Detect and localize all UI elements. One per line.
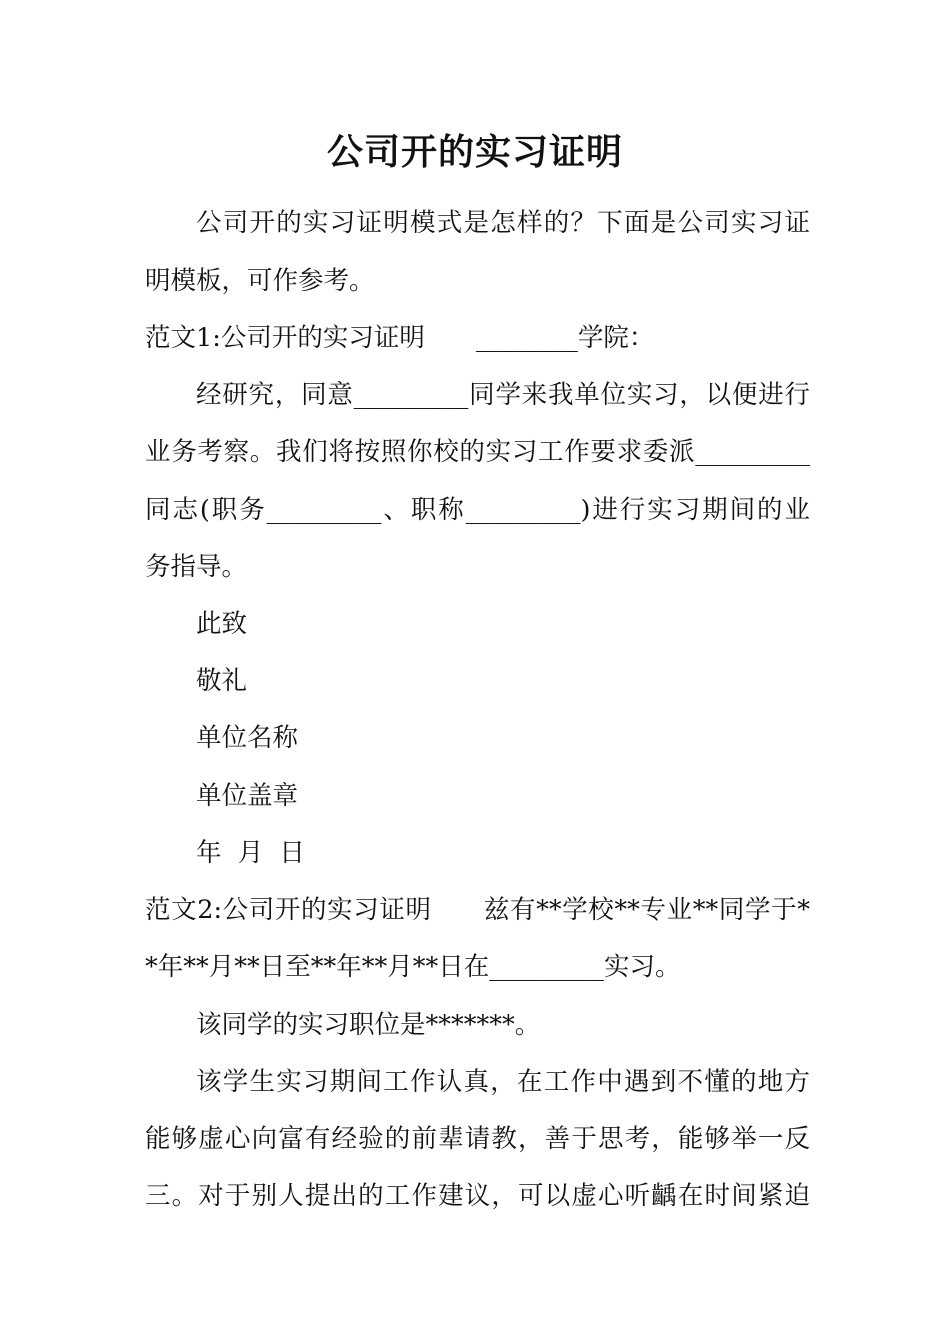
paragraph-line: 该同学的实习职位是*******。 <box>196 1010 541 1040</box>
sample-2-heading: 范文2:公司开的实习证明 兹有**学校**专业**同学于* <box>145 895 810 925</box>
signature-line: 单位名称 <box>196 723 299 753</box>
paragraph-line: 能够虚心向富有经验的前辈请教，善于思考，能够举一反 <box>145 1124 810 1154</box>
paragraph-line: 明模板，可作参考。 <box>145 266 375 296</box>
paragraph-line: 公司开的实习证明模式是怎样的？下面是公司实习证 <box>196 208 810 238</box>
closing-line: 敬礼 <box>196 666 248 696</box>
paragraph-line: 同志(职务_________、职称_________)进行实习期间的业 <box>145 495 810 525</box>
paragraph-line: *年**月**日至**年**月**日在_________实习。 <box>145 952 681 982</box>
paragraph-line: 该学生实习期间工作认真，在工作中遇到不懂的地方 <box>196 1067 810 1097</box>
sample-1-heading: 范文1:公司开的实习证明 ________学院： <box>145 323 655 353</box>
date-line: 年 月 日 <box>196 838 305 868</box>
paragraph-line: 务指导。 <box>145 552 248 582</box>
paragraph-line: 业务考察。我们将按照你校的实习工作要求委派_________ <box>145 437 810 467</box>
closing-line: 此致 <box>196 609 248 639</box>
paragraph-line: 三。对于别人提出的工作建议，可以虚心听齲在时间紧迫 <box>145 1181 810 1211</box>
signature-line: 单位盖章 <box>196 781 299 811</box>
document-title: 公司开的实习证明 <box>326 131 623 173</box>
paragraph-line: 经研究，同意_________同学来我单位实习，以便进行 <box>196 380 810 410</box>
